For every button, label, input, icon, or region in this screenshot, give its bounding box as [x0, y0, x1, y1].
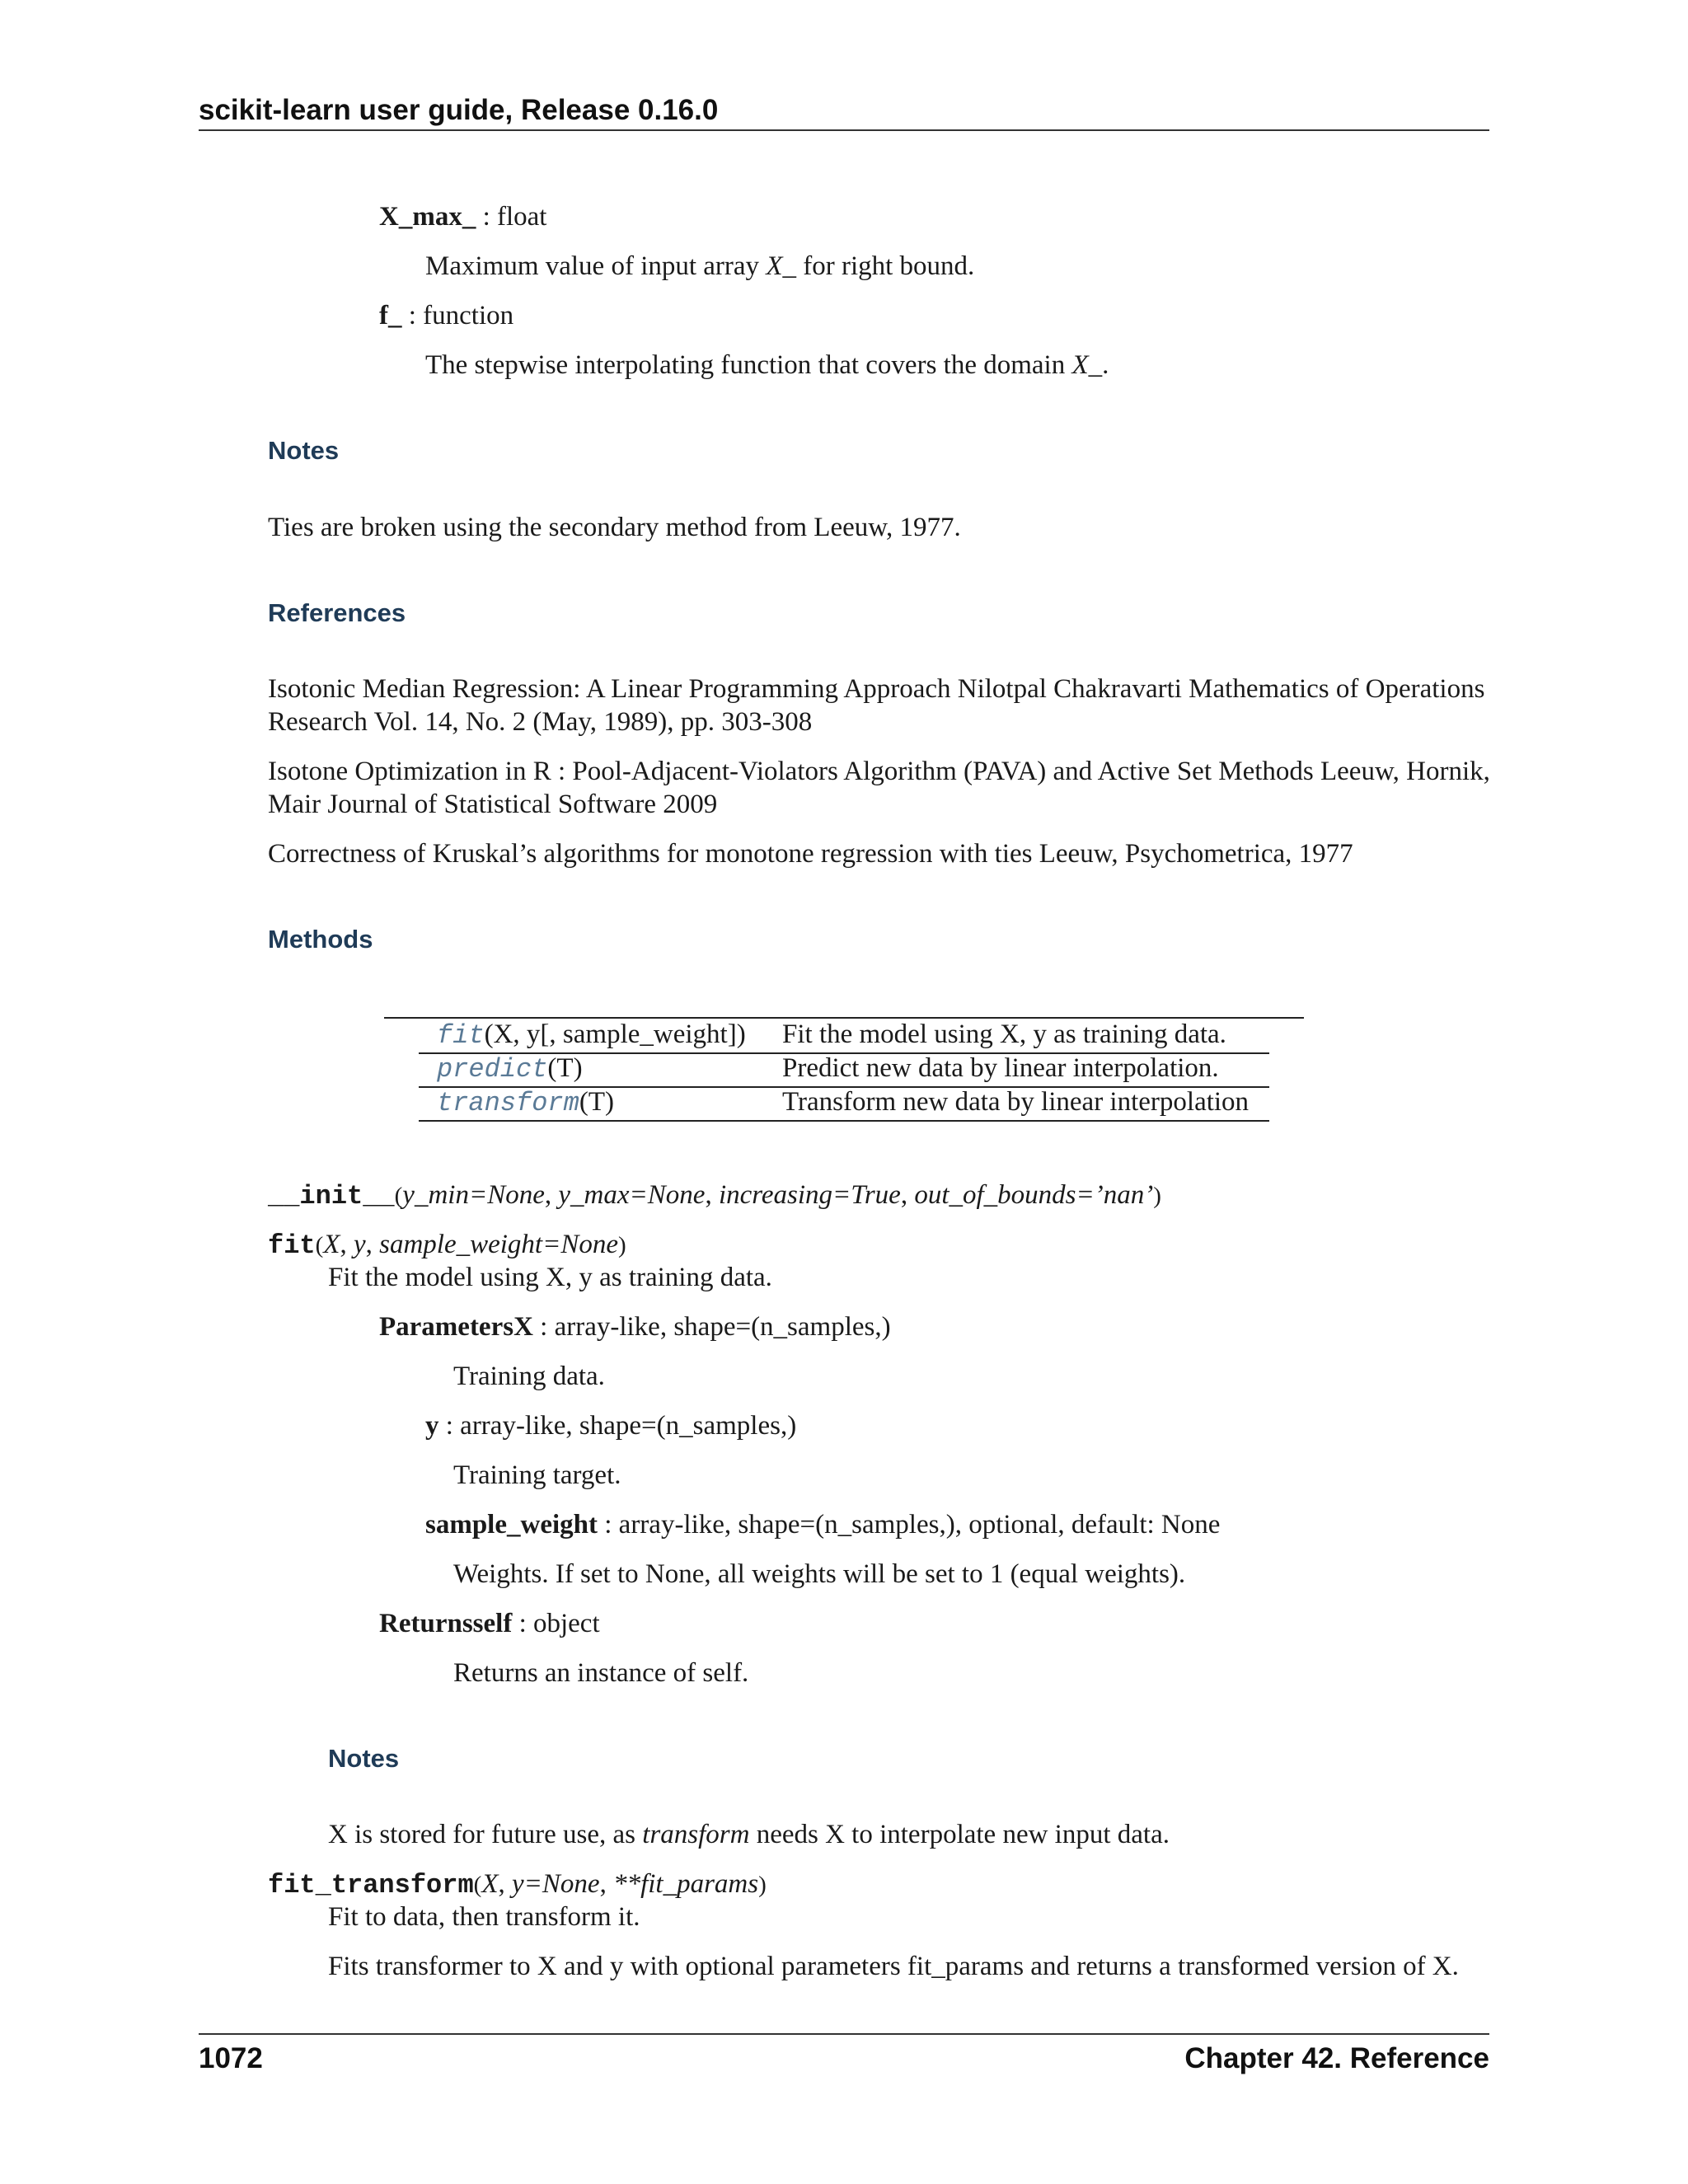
reference-1-line-1: Isotonic Median Regression: A Linear Programming Approach Nilotpal Chakravarti Mathematics of Operations: [268, 674, 1485, 704]
method-row-predict: predict(T): [437, 1053, 583, 1085]
attr-f: f_ : function: [379, 301, 514, 330]
header-rule: [199, 129, 1489, 131]
attr-x-max-desc: Maximum value of input array X_ for right bound.: [425, 251, 975, 281]
reference-1-line-2: Research Vol. 14, No. 2 (May, 1989), pp. 303-308: [268, 707, 813, 737]
notes-heading: Notes: [268, 436, 340, 465]
methods-heading: Methods: [268, 925, 373, 954]
fit-param-x: ParametersX : array-like, shape=(n_samples,): [379, 1312, 891, 1342]
fit-param-y-desc: Training target.: [453, 1460, 621, 1490]
fit-transform-desc: Fits transformer to X and y with optional parameters fit_params and returns a transformed version of X.: [328, 1952, 1459, 1981]
methods-table-bottom-rule: [419, 1120, 1269, 1122]
fit-param-x-desc: Training data.: [453, 1361, 605, 1391]
method-row-fit: fit(X, y[, sample_weight]): [437, 1019, 746, 1051]
method-desc-predict: Predict new data by linear interpolation.: [782, 1053, 1219, 1083]
notes-text: Ties are broken using the secondary method from Leeuw, 1977.: [268, 513, 961, 542]
references-heading: References: [268, 598, 406, 627]
chapter-title: Chapter 42. Reference: [1184, 2042, 1489, 2074]
init-signature: __init__(y_min=None, y_max=None, increasing=True, out_of_bounds=’nan’): [268, 1180, 1161, 1212]
footer-rule: [199, 2033, 1489, 2035]
fit-signature: fit(X, y, sample_weight=None): [268, 1230, 626, 1261]
fit-param-sample-weight-desc: Weights. If set to None, all weights will be set to 1 (equal weights).: [453, 1559, 1186, 1589]
method-link-predict[interactable]: predict: [437, 1054, 548, 1085]
fit-notes-text: X is stored for future use, as transform needs X to interpolate new input data.: [328, 1820, 1170, 1849]
method-link-fit[interactable]: fit: [437, 1020, 485, 1051]
fit-notes-heading: Notes: [328, 1744, 400, 1773]
method-link-transform[interactable]: transform: [437, 1088, 579, 1118]
method-row-transform: transform(T): [437, 1087, 614, 1118]
fit-returns: Returnsself : object: [379, 1609, 600, 1638]
page-number: 1072: [199, 2042, 263, 2074]
fit-returns-desc: Returns an instance of self.: [453, 1658, 749, 1688]
method-desc-fit: Fit the model using X, y as training data.: [782, 1019, 1226, 1049]
running-header: scikit-learn user guide, Release 0.16.0: [199, 94, 719, 126]
reference-2-line-1: Isotone Optimization in R : Pool-Adjacent-Violators Algorithm (PAVA) and Active Set Methods Leeuw, Hornik,: [268, 757, 1490, 786]
fit-param-sample-weight: sample_weight : array-like, shape=(n_samples,), optional, default: None: [425, 1510, 1221, 1540]
attr-f-desc: The stepwise interpolating function that covers the domain X_.: [425, 350, 1109, 380]
reference-2-line-2: Mair Journal of Statistical Software 2009: [268, 790, 718, 819]
fit-transform-summary: Fit to data, then transform it.: [328, 1902, 640, 1932]
attr-x-max: X_max_ : float: [379, 202, 547, 232]
method-desc-transform: Transform new data by linear interpolation: [782, 1087, 1250, 1117]
fit-summary: Fit the model using X, y as training data.: [328, 1263, 772, 1292]
reference-3: Correctness of Kruskal’s algorithms for monotone regression with ties Leeuw, Psychometrica, 1977: [268, 839, 1353, 869]
fit-param-y: y : array-like, shape=(n_samples,): [425, 1411, 797, 1441]
fit-transform-signature: fit_transform(X, y=None, **fit_params): [268, 1869, 767, 1900]
